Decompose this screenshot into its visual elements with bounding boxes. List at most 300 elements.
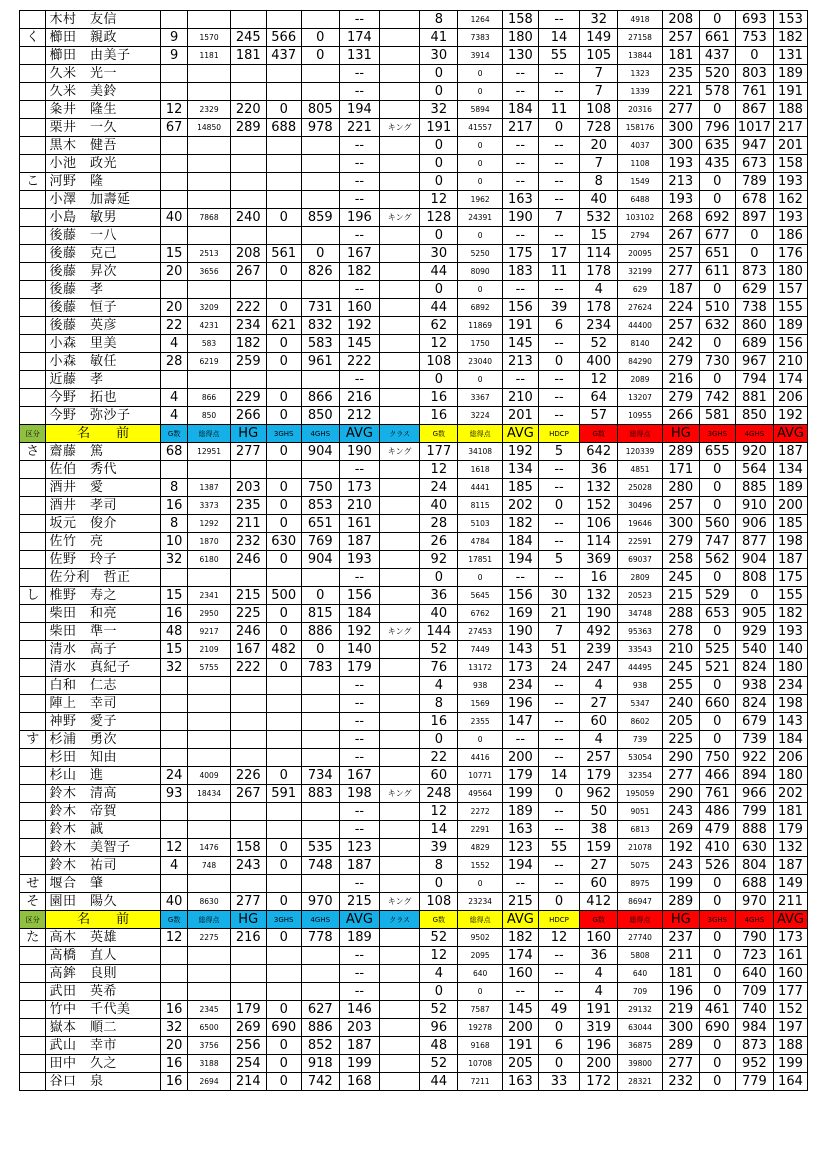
cell-4ghs-3: 790 [735, 929, 773, 947]
cell-4ghs-1 [301, 173, 339, 191]
cell-g-count-3: 114 [580, 245, 618, 263]
cell-total-1 [188, 173, 230, 191]
cell-avg-1: -- [339, 983, 379, 1001]
cell-4ghs-1: 0 [301, 245, 339, 263]
cell-4ghs-3: 897 [735, 209, 773, 227]
cell-class [380, 857, 420, 875]
cell-avg-3: 158 [773, 155, 807, 173]
cell-class: キング [380, 785, 420, 803]
cell-4ghs-1: 826 [301, 263, 339, 281]
cell-avg-2: 143 [502, 641, 538, 659]
cell-total-2: 1750 [458, 335, 502, 353]
cell-g-count-2: 0 [420, 65, 458, 83]
cell-class [380, 839, 420, 857]
cell-3ghs-3: 0 [699, 623, 735, 641]
cell-hg-1 [230, 875, 266, 893]
cell-4ghs-1: 742 [301, 1073, 339, 1091]
cell-total-2: 17851 [458, 551, 502, 569]
cell-hg-3: 211 [662, 947, 699, 965]
table-row [20, 29, 808, 47]
cell-total-1 [188, 461, 230, 479]
cell-4ghs-3: 938 [735, 677, 773, 695]
cell-avg-3: 181 [773, 803, 807, 821]
cell-3ghs-1 [266, 191, 301, 209]
cell-g-count-3: 36 [580, 461, 618, 479]
cell-total-1 [188, 227, 230, 245]
cell-4ghs-3: 761 [735, 83, 773, 101]
cell-g-count-3: 369 [580, 551, 618, 569]
cell-hg-1: 289 [230, 119, 266, 137]
cell-class [380, 335, 420, 353]
cell-avg-2: -- [502, 155, 538, 173]
cell-3ghs-3: 560 [699, 515, 735, 533]
table-row [20, 101, 808, 119]
cell-total-2: 4416 [458, 749, 502, 767]
cell-avg-3: 187 [773, 443, 807, 461]
cell-g-count-2: 22 [420, 749, 458, 767]
cell-3ghs-3: 0 [699, 893, 735, 911]
cell-total-2: 2291 [458, 821, 502, 839]
cell-class [380, 389, 420, 407]
cell-hdcp: 7 [538, 209, 579, 227]
cell-name: 齋藤 篤 [46, 443, 160, 461]
cell-4ghs-1 [301, 803, 339, 821]
cell-g-count-2: 52 [420, 641, 458, 659]
cell-avg-3: 180 [773, 263, 807, 281]
header-total-1: 総得点 [188, 425, 230, 443]
cell-3ghs-3: 750 [699, 749, 735, 767]
cell-3ghs-1: 690 [266, 1019, 301, 1037]
cell-4ghs-1: 0 [301, 641, 339, 659]
cell-class [380, 299, 420, 317]
cell-3ghs-1: 0 [266, 479, 301, 497]
cell-3ghs-1: 0 [266, 209, 301, 227]
cell-total-2: 2095 [458, 947, 502, 965]
cell-4ghs-3: 709 [735, 983, 773, 1001]
cell-total-3: 44400 [618, 317, 662, 335]
cell-avg-2: 156 [502, 587, 538, 605]
cell-group [20, 263, 46, 281]
cell-g-count-1: 22 [160, 317, 188, 335]
cell-total-2: 5645 [458, 587, 502, 605]
cell-hg-1: 256 [230, 1037, 266, 1055]
cell-avg-1: 203 [339, 1019, 379, 1037]
cell-g-count-1: 20 [160, 1037, 188, 1055]
table-row [20, 461, 808, 479]
cell-avg-1: -- [339, 677, 379, 695]
header-g-count-3: G数 [580, 911, 618, 929]
cell-hg-1 [230, 677, 266, 695]
cell-g-count-2: 128 [420, 209, 458, 227]
cell-3ghs-3: 510 [699, 299, 735, 317]
cell-name: 栗井 一久 [46, 119, 160, 137]
cell-total-1: 1292 [188, 515, 230, 533]
cell-avg-2: 175 [502, 245, 538, 263]
table-row [20, 83, 808, 101]
cell-g-count-3: 172 [580, 1073, 618, 1091]
header-total-1: 総得点 [188, 911, 230, 929]
cell-avg-3: 184 [773, 731, 807, 749]
cell-4ghs-3: 906 [735, 515, 773, 533]
header-class: クラス [380, 911, 420, 929]
cell-name: 清水 真紀子 [46, 659, 160, 677]
cell-hg-1: 222 [230, 659, 266, 677]
cell-group [20, 209, 46, 227]
cell-g-count-2: 0 [420, 875, 458, 893]
cell-g-count-2: 60 [420, 767, 458, 785]
cell-class [380, 29, 420, 47]
cell-3ghs-3: 660 [699, 695, 735, 713]
cell-g-count-1 [160, 371, 188, 389]
header-3ghs-3: 3GHS [699, 911, 735, 929]
cell-g-count-1 [160, 461, 188, 479]
cell-hg-1: 182 [230, 335, 266, 353]
header-class: クラス [380, 425, 420, 443]
cell-class: キング [380, 443, 420, 461]
cell-3ghs-3: 653 [699, 605, 735, 623]
header-total-2: 総得点 [458, 425, 502, 443]
table-row [20, 515, 808, 533]
cell-4ghs-1: 0 [301, 587, 339, 605]
cell-g-count-1: 15 [160, 641, 188, 659]
cell-g-count-2: 8 [420, 857, 458, 875]
cell-total-1 [188, 965, 230, 983]
cell-group: す [20, 731, 46, 749]
table-row [20, 155, 808, 173]
cell-total-1: 7868 [188, 209, 230, 227]
cell-avg-1: 167 [339, 245, 379, 263]
cell-hdcp: 17 [538, 245, 579, 263]
cell-4ghs-1: 778 [301, 929, 339, 947]
cell-group [20, 1019, 46, 1037]
cell-avg-1: 184 [339, 605, 379, 623]
cell-avg-3: 189 [773, 65, 807, 83]
cell-hg-1: 277 [230, 893, 266, 911]
cell-hdcp: 0 [538, 119, 579, 137]
cell-class [380, 605, 420, 623]
table-row [20, 623, 808, 641]
cell-avg-3: 162 [773, 191, 807, 209]
cell-4ghs-1: 978 [301, 119, 339, 137]
cell-class [380, 11, 420, 29]
cell-total-1: 2950 [188, 605, 230, 623]
cell-total-2: 3914 [458, 47, 502, 65]
cell-total-2: 7211 [458, 1073, 502, 1091]
cell-total-2: 9502 [458, 929, 502, 947]
cell-g-count-3: 178 [580, 299, 618, 317]
cell-3ghs-3: 0 [699, 1037, 735, 1055]
cell-3ghs-1: 0 [266, 407, 301, 425]
cell-4ghs-3: 0 [735, 587, 773, 605]
cell-total-2: 0 [458, 875, 502, 893]
cell-3ghs-3: 526 [699, 857, 735, 875]
cell-g-count-3: 492 [580, 623, 618, 641]
cell-class [380, 317, 420, 335]
cell-avg-3: 193 [773, 209, 807, 227]
cell-g-count-1 [160, 65, 188, 83]
cell-avg-1: -- [339, 371, 379, 389]
cell-4ghs-3: 794 [735, 371, 773, 389]
cell-hg-1: 225 [230, 605, 266, 623]
cell-total-2: 3367 [458, 389, 502, 407]
cell-3ghs-1: 0 [266, 605, 301, 623]
cell-4ghs-1: 769 [301, 533, 339, 551]
cell-avg-2: 210 [502, 389, 538, 407]
cell-name: 坂元 俊介 [46, 515, 160, 533]
cell-4ghs-3: 689 [735, 335, 773, 353]
table-row [20, 371, 808, 389]
cell-name: 鈴木 祐司 [46, 857, 160, 875]
cell-total-3: 28321 [618, 1073, 662, 1091]
cell-4ghs-3: 799 [735, 803, 773, 821]
cell-g-count-1 [160, 821, 188, 839]
cell-g-count-3: 4 [580, 677, 618, 695]
cell-g-count-3: 20 [580, 137, 618, 155]
cell-name: 鈴木 美智子 [46, 839, 160, 857]
cell-avg-2: 174 [502, 947, 538, 965]
cell-4ghs-3: 894 [735, 767, 773, 785]
cell-4ghs-1: 832 [301, 317, 339, 335]
cell-total-3: 5808 [618, 947, 662, 965]
cell-total-2: 1264 [458, 11, 502, 29]
cell-3ghs-3: 0 [699, 713, 735, 731]
cell-avg-1: -- [339, 155, 379, 173]
cell-hdcp: 6 [538, 317, 579, 335]
cell-3ghs-3: 0 [699, 929, 735, 947]
cell-total-1 [188, 11, 230, 29]
cell-3ghs-3: 0 [699, 101, 735, 119]
cell-hdcp: -- [538, 335, 579, 353]
cell-3ghs-1: 500 [266, 587, 301, 605]
cell-hg-3: 199 [662, 875, 699, 893]
cell-total-2: 5103 [458, 515, 502, 533]
cell-hg-3: 268 [662, 209, 699, 227]
cell-g-count-1 [160, 11, 188, 29]
cell-avg-2: -- [502, 137, 538, 155]
cell-class [380, 803, 420, 821]
cell-4ghs-1 [301, 677, 339, 695]
cell-hdcp: -- [538, 155, 579, 173]
cell-hg-3: 300 [662, 119, 699, 137]
cell-3ghs-3: 410 [699, 839, 735, 857]
cell-3ghs-1: 437 [266, 47, 301, 65]
cell-3ghs-1: 0 [266, 335, 301, 353]
table-row [20, 1073, 808, 1091]
cell-group [20, 119, 46, 137]
cell-total-1: 2329 [188, 101, 230, 119]
cell-avg-1: -- [339, 713, 379, 731]
table-row [20, 533, 808, 551]
cell-4ghs-1 [301, 965, 339, 983]
cell-hg-1: 246 [230, 551, 266, 569]
cell-avg-2: 194 [502, 857, 538, 875]
cell-hdcp: 14 [538, 767, 579, 785]
table-row [20, 659, 808, 677]
cell-4ghs-1 [301, 137, 339, 155]
cell-total-2: 938 [458, 677, 502, 695]
cell-avg-2: -- [502, 83, 538, 101]
cell-class [380, 1037, 420, 1055]
cell-4ghs-3: 630 [735, 839, 773, 857]
table-row [20, 245, 808, 263]
cell-group: た [20, 929, 46, 947]
cell-hdcp: -- [538, 983, 579, 1001]
cell-name: 清水 高子 [46, 641, 160, 659]
table-row [20, 65, 808, 83]
cell-name: 竹中 千代美 [46, 1001, 160, 1019]
cell-g-count-1: 32 [160, 551, 188, 569]
cell-hg-1 [230, 983, 266, 1001]
header-avg-2: AVG [502, 425, 538, 443]
cell-hg-1: 203 [230, 479, 266, 497]
cell-avg-2: 217 [502, 119, 538, 137]
cell-3ghs-1: 561 [266, 245, 301, 263]
cell-4ghs-1 [301, 983, 339, 1001]
cell-avg-1: 123 [339, 839, 379, 857]
cell-total-3: 39800 [618, 1055, 662, 1073]
cell-g-count-3: 178 [580, 263, 618, 281]
cell-hdcp: -- [538, 515, 579, 533]
cell-4ghs-1 [301, 713, 339, 731]
cell-hdcp: -- [538, 677, 579, 695]
cell-hg-1: 266 [230, 407, 266, 425]
cell-avg-1: 192 [339, 317, 379, 335]
cell-hg-1: 277 [230, 443, 266, 461]
cell-name: 高鉾 良則 [46, 965, 160, 983]
cell-total-2: 10771 [458, 767, 502, 785]
cell-hdcp: 11 [538, 263, 579, 281]
cell-avg-1: -- [339, 281, 379, 299]
bowling-score-table [19, 10, 808, 1091]
cell-4ghs-3: 753 [735, 29, 773, 47]
cell-hdcp: -- [538, 281, 579, 299]
cell-name: 櫛田 由美子 [46, 47, 160, 65]
cell-3ghs-3: 0 [699, 479, 735, 497]
table-row [20, 677, 808, 695]
cell-avg-1: -- [339, 137, 379, 155]
cell-total-2: 0 [458, 65, 502, 83]
cell-4ghs-1 [301, 371, 339, 389]
cell-name: 白和 仁志 [46, 677, 160, 695]
cell-g-count-2: 0 [420, 281, 458, 299]
cell-hdcp: 5 [538, 551, 579, 569]
cell-g-count-1: 4 [160, 335, 188, 353]
cell-avg-1: 196 [339, 209, 379, 227]
cell-3ghs-1 [266, 803, 301, 821]
cell-class [380, 101, 420, 119]
cell-avg-2: -- [502, 371, 538, 389]
cell-name: 佐野 玲子 [46, 551, 160, 569]
cell-name: 酒井 孝司 [46, 497, 160, 515]
cell-class [380, 713, 420, 731]
cell-total-3: 13844 [618, 47, 662, 65]
cell-hg-1: 232 [230, 533, 266, 551]
cell-4ghs-3: 824 [735, 695, 773, 713]
cell-g-count-3: 4 [580, 281, 618, 299]
cell-3ghs-3: 0 [699, 281, 735, 299]
header-4ghs-3: 4GHS [735, 911, 773, 929]
cell-hg-1 [230, 11, 266, 29]
cell-g-count-2: 44 [420, 299, 458, 317]
cell-total-2: 0 [458, 83, 502, 101]
cell-4ghs-1 [301, 731, 339, 749]
cell-hg-3: 213 [662, 173, 699, 191]
cell-avg-3: 234 [773, 677, 807, 695]
table-row [20, 641, 808, 659]
cell-avg-3: 210 [773, 353, 807, 371]
cell-hg-3: 279 [662, 353, 699, 371]
cell-g-count-3: 179 [580, 767, 618, 785]
cell-3ghs-3: 437 [699, 47, 735, 65]
header-hdcp: HDCP [538, 425, 579, 443]
cell-avg-3: 186 [773, 227, 807, 245]
cell-total-1: 4009 [188, 767, 230, 785]
cell-avg-2: 163 [502, 821, 538, 839]
cell-hdcp: -- [538, 137, 579, 155]
cell-hg-3: 243 [662, 857, 699, 875]
cell-avg-1: -- [339, 569, 379, 587]
cell-name: 後藤 一八 [46, 227, 160, 245]
header-g-count-2: G数 [420, 911, 458, 929]
cell-hdcp: -- [538, 11, 579, 29]
cell-total-1 [188, 695, 230, 713]
cell-total-3: 4918 [618, 11, 662, 29]
cell-avg-3: 157 [773, 281, 807, 299]
cell-g-count-2: 39 [420, 839, 458, 857]
cell-avg-1: 182 [339, 263, 379, 281]
cell-4ghs-3: 0 [735, 227, 773, 245]
cell-avg-3: 198 [773, 533, 807, 551]
cell-group [20, 191, 46, 209]
cell-avg-2: 196 [502, 695, 538, 713]
cell-avg-2: 156 [502, 299, 538, 317]
cell-total-2: 13172 [458, 659, 502, 677]
cell-total-1: 583 [188, 335, 230, 353]
table-row [20, 1019, 808, 1037]
cell-avg-2: 189 [502, 803, 538, 821]
cell-hdcp: 6 [538, 1037, 579, 1055]
cell-g-count-3: 106 [580, 515, 618, 533]
cell-avg-2: 234 [502, 677, 538, 695]
cell-4ghs-3: 910 [735, 497, 773, 515]
cell-group [20, 497, 46, 515]
cell-total-3: 709 [618, 983, 662, 1001]
cell-class [380, 587, 420, 605]
cell-total-1: 3209 [188, 299, 230, 317]
cell-g-count-2: 52 [420, 1055, 458, 1073]
header-name: 名 前 [46, 425, 160, 443]
cell-hdcp: 49 [538, 1001, 579, 1019]
cell-name: 櫛田 親政 [46, 29, 160, 47]
cell-class [380, 731, 420, 749]
cell-class [380, 515, 420, 533]
cell-hg-3: 300 [662, 1019, 699, 1037]
cell-avg-2: 160 [502, 965, 538, 983]
cell-g-count-2: 16 [420, 389, 458, 407]
cell-class [380, 371, 420, 389]
table-row [20, 785, 808, 803]
cell-3ghs-3: 0 [699, 569, 735, 587]
cell-hg-1 [230, 965, 266, 983]
cell-hdcp: -- [538, 533, 579, 551]
cell-total-2: 41557 [458, 119, 502, 137]
cell-class: キング [380, 893, 420, 911]
cell-total-3: 84290 [618, 353, 662, 371]
cell-class [380, 461, 420, 479]
cell-total-1 [188, 983, 230, 1001]
cell-avg-1: -- [339, 173, 379, 191]
cell-3ghs-1: 0 [266, 659, 301, 677]
